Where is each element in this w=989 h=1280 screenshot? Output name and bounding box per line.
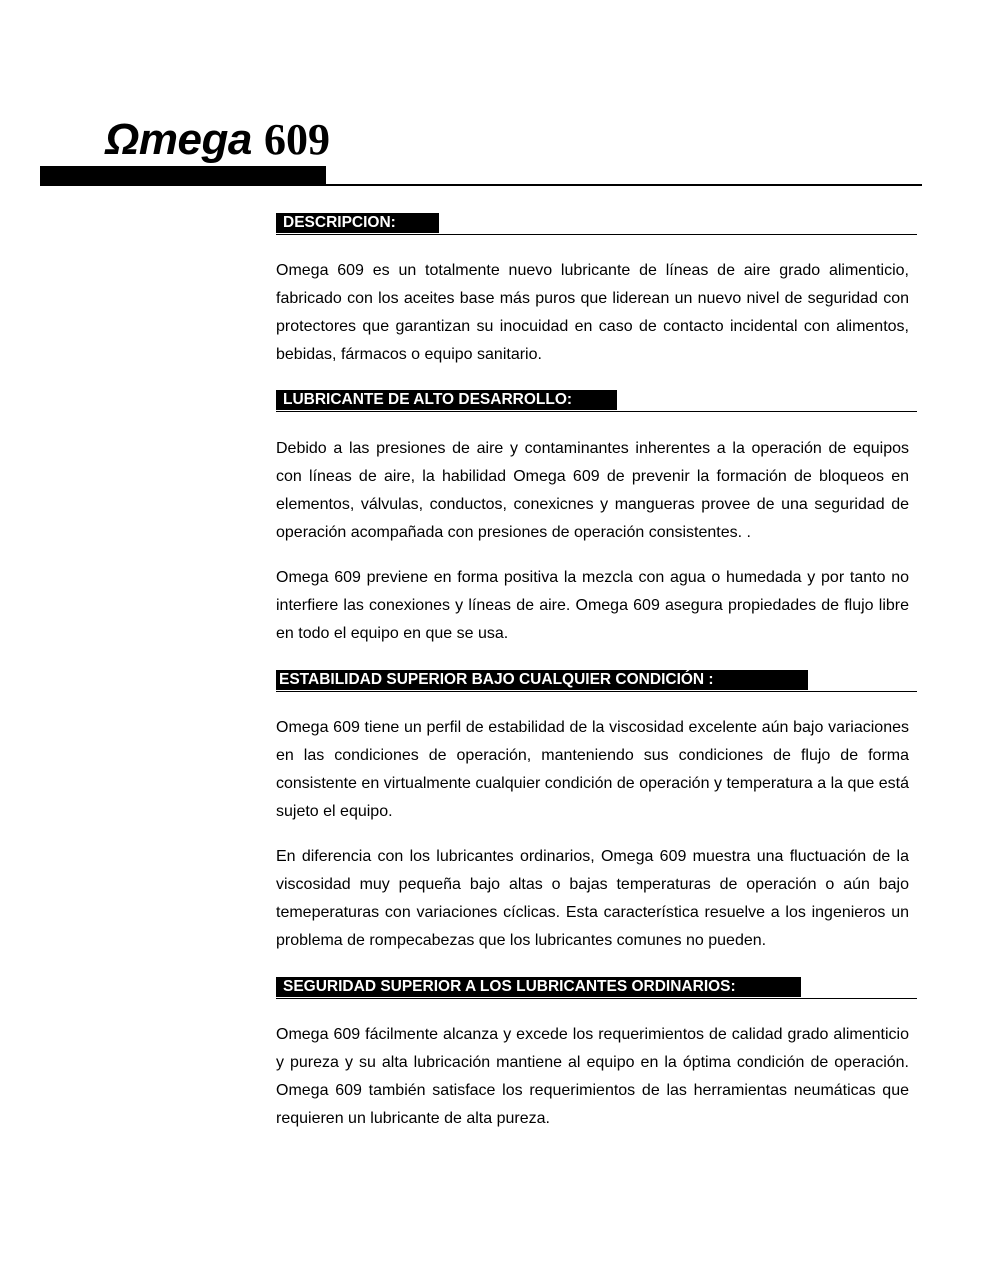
- title-underline-bar: [40, 166, 326, 185]
- section-heading-label: SEGURIDAD SUPERIOR A LOS LUBRICANTES ORDINARIOS:: [276, 977, 801, 997]
- section-heading-seguridad: [276, 977, 917, 999]
- paragraph: Omega 609 tiene un perfil de estabilidad de la viscosidad excelente aún bajo variaciones en las condiciones de operación, manteniendo sus condiciones de flujo de forma consistente en virtualmente cualquier condición de operación y temperatura a la que está sujeto el equipo.: [276, 719, 909, 820]
- paragraph: En diferencia con los lubricantes ordinarios, Omega 609 muestra una fluctuación de la viscosidad muy pequeña bajo altas o bajas temperaturas de operación o aún bajo temeperaturas con variaciones cíclicas. Esta característica resuelve a los ingenieros un problema de rompecabezas que los lubricantes comunes no pueden.: [276, 848, 909, 949]
- section-heading-lubricante: [276, 390, 917, 412]
- document-title: [105, 112, 330, 168]
- section-heading-descripcion: [276, 213, 917, 235]
- paragraph: Omega 609 fácilmente alcanza y excede los requerimientos de calidad grado alimenticio y pureza y su alta lubricación mantiene al equipo en la óptima condición de operación. Omega 609 también satisface los requerimientos de las herramientas neumáticas que requieren un lubricante de alta pureza.: [276, 1026, 909, 1127]
- paragraph: Omega 609 previene en forma positiva la mezcla con agua o humedada y por tanto no interfiere las conexiones y líneas de aire. Omega 609 asegura propiedades de flujo libre en todo el equipo en que se usa.: [276, 569, 909, 642]
- section-heading-label: LUBRICANTE DE ALTO DESARROLLO:: [276, 390, 617, 410]
- section-heading-label: ESTABILIDAD SUPERIOR BAJO CUALQUIER CONDICIÓN :: [276, 670, 808, 690]
- paragraph: Omega 609 es un totalmente nuevo lubricante de líneas de aire grado alimenticio, fabricado con los aceites base más puros que liderean un nuevo nivel de seguridad con protectores que garantizan su inocuidad en caso de contacto incidental con alimentos, bebidas, fármacos o equipo sanitario.: [276, 262, 909, 363]
- section-heading-label: DESCRIPCION:: [276, 213, 439, 233]
- model-number: 609: [264, 115, 331, 164]
- title-rule: [40, 184, 922, 186]
- paragraph: Debido a las presiones de aire y contaminantes inherentes a la operación de equipos con líneas de aire, la habilidad Omega 609 de prevenir la formación de bloqueos en elementos, válvulas, conductos, conexicnes y mangueras provee de una seguridad de operación acompañada con presiones de operación consistentes. .: [276, 440, 909, 541]
- brand-name: Ωmega: [105, 115, 252, 164]
- section-heading-estabilidad: [276, 670, 917, 692]
